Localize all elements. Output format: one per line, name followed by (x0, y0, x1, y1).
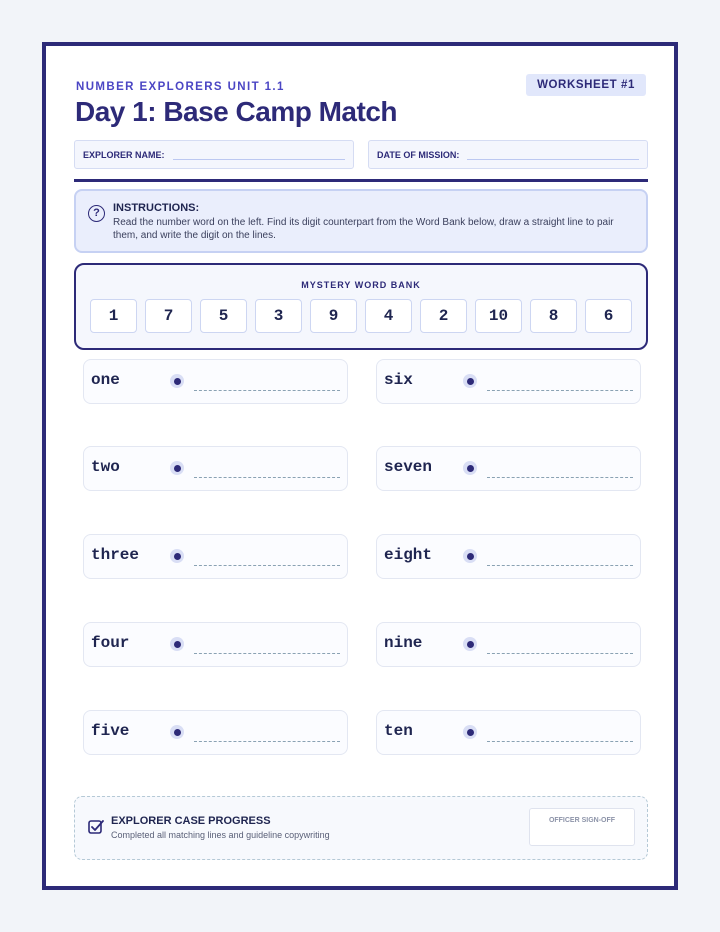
word-card (83, 534, 348, 579)
digit-tile[interactable]: 8 (530, 299, 577, 333)
number-word: six (384, 371, 413, 389)
digit-tile[interactable]: 10 (475, 299, 522, 333)
answer-line[interactable] (487, 741, 633, 742)
connector-dot-icon[interactable] (463, 725, 477, 739)
date-of-mission-field[interactable] (368, 140, 648, 169)
connector-dot-icon[interactable] (170, 461, 184, 475)
digit-tile[interactable]: 9 (310, 299, 357, 333)
officer-signoff-label: OFFICER SIGN-OFF (548, 817, 616, 824)
unit-label: NUMBER EXPLORERS UNIT 1.1 (76, 81, 285, 93)
word-bank (74, 263, 648, 350)
checkbox-icon[interactable] (88, 819, 104, 835)
digit-tile[interactable]: 4 (365, 299, 412, 333)
number-word: five (91, 722, 130, 740)
instructions-title: INSTRUCTIONS: (113, 202, 200, 214)
digit-tile[interactable]: 5 (200, 299, 247, 333)
digit-tile[interactable]: 7 (145, 299, 192, 333)
digit-tile[interactable]: 6 (585, 299, 632, 333)
explorer-name-field[interactable] (74, 140, 354, 169)
progress-box (74, 796, 648, 860)
digit-tile[interactable]: 3 (255, 299, 302, 333)
answer-line[interactable] (487, 390, 633, 391)
question-circle-icon: ? (88, 205, 105, 222)
date-of-mission-line[interactable] (467, 159, 639, 160)
divider (74, 179, 648, 182)
word-card (376, 710, 641, 755)
answer-line[interactable] (487, 565, 633, 566)
worksheet-page (42, 42, 678, 890)
number-word: ten (384, 722, 413, 740)
connector-dot-icon[interactable] (463, 374, 477, 388)
instructions-text: Read the number word on the left. Find its digit counterpart from the Word Bank below, draw a straight line to pair them, and write the digit on the lines. (113, 217, 614, 241)
word-bank-title: MYSTERY WORD BANK (301, 280, 421, 290)
connector-dot-icon[interactable] (463, 637, 477, 651)
number-word: eight (384, 546, 433, 564)
progress-subtitle: Completed all matching lines and guideline copywriting (111, 830, 330, 840)
word-card (376, 622, 641, 667)
connector-dot-icon[interactable] (170, 374, 184, 388)
answer-line[interactable] (194, 653, 340, 654)
answer-line[interactable] (487, 653, 633, 654)
connector-dot-icon[interactable] (170, 637, 184, 651)
word-card (376, 534, 641, 579)
number-word: one (91, 371, 120, 389)
word-card (376, 446, 641, 491)
worksheet-badge: WORKSHEET #1 (526, 74, 646, 96)
answer-line[interactable] (194, 477, 340, 478)
digit-tile[interactable]: 1 (90, 299, 137, 333)
connector-dot-icon[interactable] (463, 549, 477, 563)
number-word: three (91, 546, 140, 564)
explorer-name-line[interactable] (173, 159, 345, 160)
progress-title: EXPLORER CASE PROGRESS (111, 815, 271, 827)
explorer-name-label: EXPLORER NAME: (83, 149, 165, 160)
word-card (83, 622, 348, 667)
answer-line[interactable] (194, 390, 340, 391)
number-word: nine (384, 634, 423, 652)
connector-dot-icon[interactable] (170, 549, 184, 563)
connector-dot-icon[interactable] (170, 725, 184, 739)
word-card (376, 359, 641, 404)
answer-line[interactable] (194, 565, 340, 566)
officer-signoff-box[interactable] (529, 808, 635, 846)
number-word: four (91, 634, 130, 652)
number-word: two (91, 458, 120, 476)
date-of-mission-label: DATE OF MISSION: (377, 149, 460, 160)
word-card (83, 710, 348, 755)
digit-tile[interactable]: 2 (420, 299, 467, 333)
word-card (83, 446, 348, 491)
instructions-box (74, 189, 648, 253)
answer-line[interactable] (194, 741, 340, 742)
number-word: seven (384, 458, 433, 476)
page-title: Day 1: Base Camp Match (75, 96, 398, 127)
answer-line[interactable] (487, 477, 633, 478)
connector-dot-icon[interactable] (463, 461, 477, 475)
word-card (83, 359, 348, 404)
